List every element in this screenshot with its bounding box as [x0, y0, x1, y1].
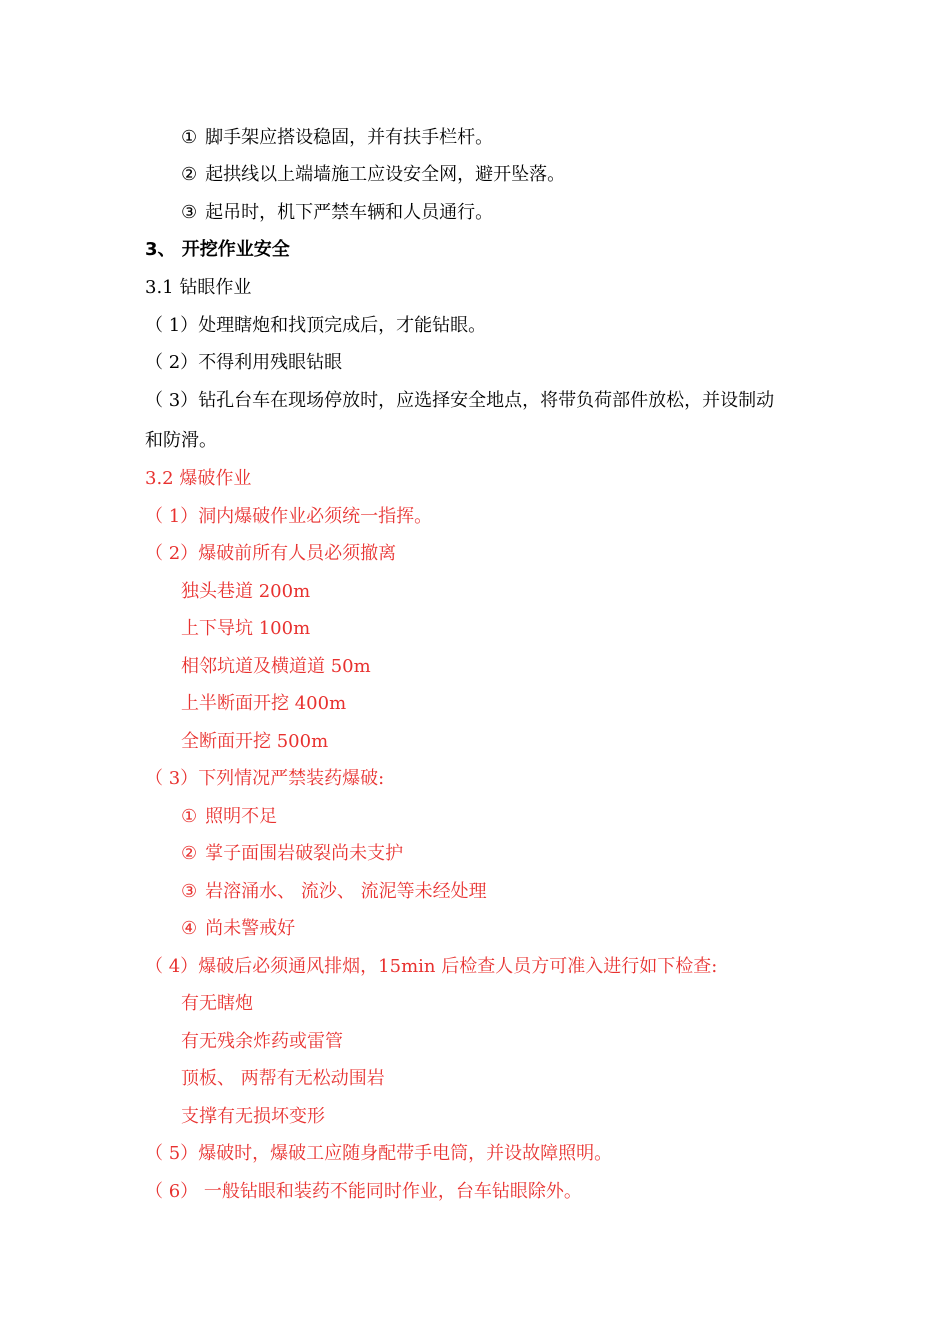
- list-marker: ②: [181, 164, 198, 185]
- list-item-text: 起拱线以上端墙施工应设安全网，避开坠落。: [205, 164, 566, 185]
- check-item: 支撑有无损坏变形: [181, 1106, 325, 1127]
- numbered-item: [145, 350, 342, 376]
- item-continuation: 和防滑。: [145, 430, 217, 451]
- list-item-text: 起吊时，机下严禁车辆和人员通行。: [205, 202, 494, 223]
- numbered-item: [145, 313, 486, 339]
- item-number: （ 1）: [145, 506, 199, 527]
- item-number: （ 4）: [145, 956, 199, 977]
- numbered-item: [145, 541, 396, 567]
- list-marker: ③: [181, 202, 198, 223]
- numbered-item: [145, 504, 432, 530]
- item-number: （ 2）: [145, 543, 199, 564]
- item-number: （ 5）: [145, 1143, 199, 1164]
- list-item: [181, 200, 493, 226]
- numbered-item: [145, 1141, 612, 1167]
- list-item-text: 照明不足: [205, 806, 278, 827]
- item-text: 下列情况严禁装药爆破:: [198, 768, 385, 789]
- list-item-text: 尚未警戒好: [205, 918, 296, 939]
- item-number: （ 2）: [145, 352, 199, 373]
- distance-item: 上下导坑 100m: [181, 618, 311, 639]
- condition-item: [181, 841, 403, 867]
- numbered-item: [145, 954, 717, 980]
- condition-item: [181, 879, 487, 905]
- item-number: （ 1）: [145, 315, 199, 336]
- list-item: [181, 125, 493, 151]
- list-marker: ①: [181, 127, 198, 148]
- list-marker: ②: [181, 843, 198, 864]
- item-text: 钻孔台车在现场停放时，应选择安全地点，将带负荷部件放松，并设制动: [198, 390, 775, 411]
- item-text: 不得利用残眼钻眼: [198, 352, 343, 373]
- item-text: 爆破时，爆破工应随身配带手电筒，并设故障照明。: [198, 1143, 613, 1164]
- numbered-item: [145, 1179, 582, 1205]
- check-item: 有无残余炸药或雷管: [181, 1031, 343, 1052]
- numbered-item: [145, 388, 774, 414]
- distance-item: 相邻坑道及横道道 50m: [181, 656, 371, 677]
- list-item-text: 脚手架应搭设稳固，并有扶手栏杆。: [205, 127, 494, 148]
- check-item: 有无瞎炮: [181, 993, 253, 1014]
- check-item: 顶板、 两帮有无松动围岩: [181, 1068, 385, 1089]
- numbered-item: [145, 766, 384, 792]
- item-text: 爆破后必须通风排烟，15min 后检查人员方可准入进行如下检查:: [198, 956, 718, 977]
- item-text: 爆破前所有人员必须撤离: [198, 543, 397, 564]
- condition-item: [181, 804, 277, 830]
- list-item-text: 岩溶涌水、 流沙、 流泥等未经处理: [205, 881, 487, 902]
- section-heading: 3、 开挖作业安全: [145, 239, 290, 260]
- condition-item: [181, 916, 295, 942]
- item-number: （ 3）: [145, 390, 199, 411]
- item-text: 洞内爆破作业必须统一指挥。: [198, 506, 433, 527]
- distance-item: 独头巷道 200m: [181, 581, 311, 602]
- list-marker: ④: [181, 918, 198, 939]
- distance-item: 全断面开挖 500m: [181, 731, 329, 752]
- list-item-text: 掌子面围岩破裂尚未支护: [205, 843, 404, 864]
- item-number: （ 3）: [145, 768, 199, 789]
- item-text: 一般钻眼和装药不能同时作业，台车钻眼除外。: [198, 1181, 582, 1202]
- list-item: [181, 162, 565, 188]
- list-marker: ①: [181, 806, 198, 827]
- subsection-title: 3.1 钻眼作业: [145, 277, 252, 298]
- distance-item: 上半断面开挖 400m: [181, 693, 347, 714]
- item-text: 处理瞎炮和找顶完成后，才能钻眼。: [198, 315, 487, 336]
- list-marker: ③: [181, 881, 198, 902]
- item-number: （ 6）: [145, 1181, 199, 1202]
- subsection-title: 3.2 爆破作业: [145, 468, 252, 489]
